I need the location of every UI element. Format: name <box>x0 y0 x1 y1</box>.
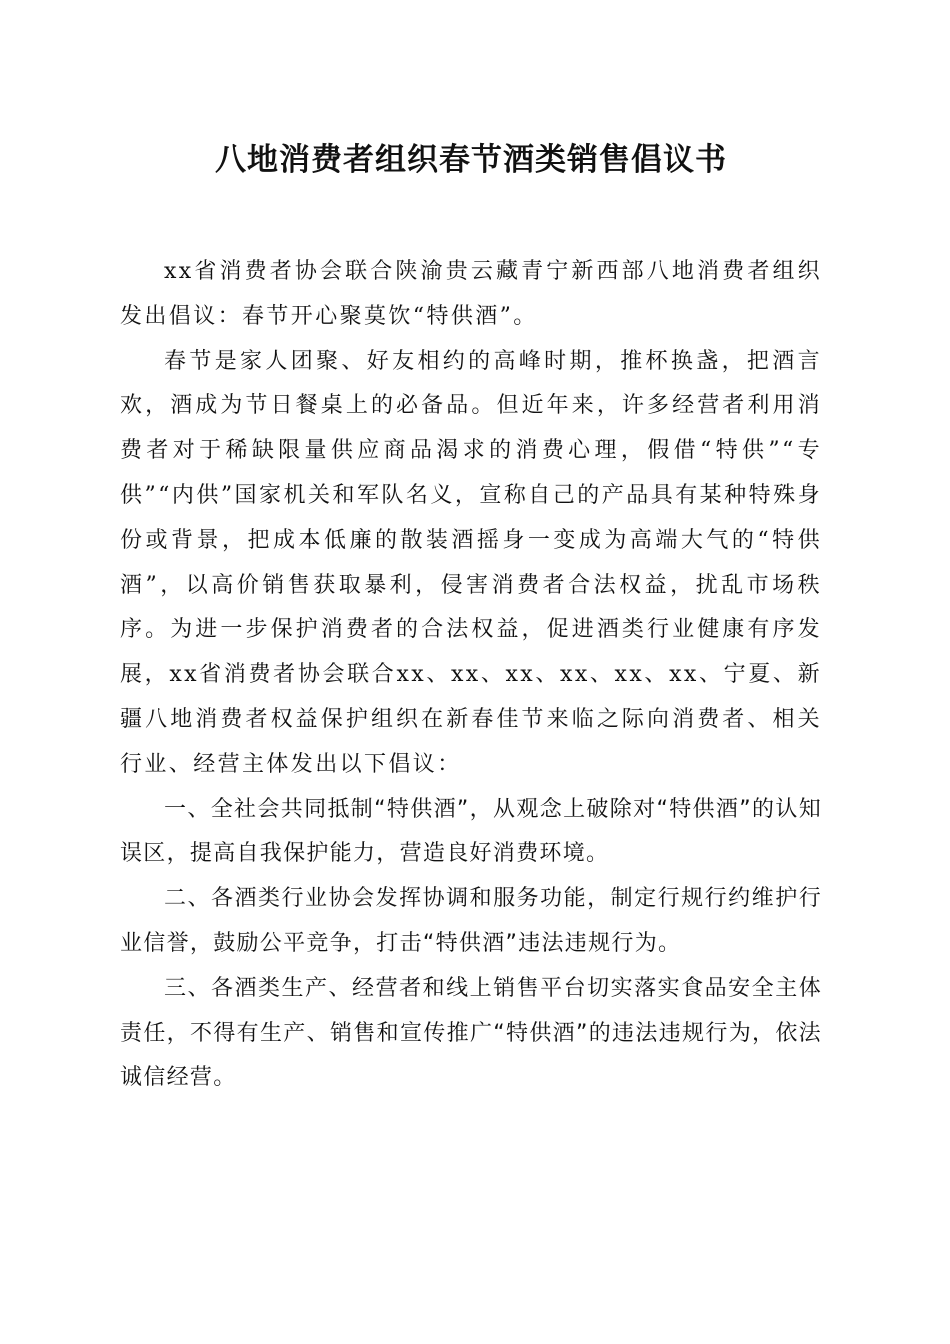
document-title: 八地消费者组织春节酒类销售倡议书 <box>215 142 727 178</box>
intro-paragraph: xx省消费者协会联合陕渝贵云藏青宁新西部八地消费者组织发出倡议：春节开心聚莫饮“特供酒”。 <box>120 259 822 329</box>
background-paragraph: 春节是家人团聚、好友相约的高峰时期，推杯换盏，把酒言欢，酒成为节日餐桌上的必备品。但近年来，许多经营者利用消费者对于稀缺限量供应商品渴求的消费心理，假借“特供”“专供”“内供”国家机关和军队名义，宣称自己的产品具有某种特殊身份或背景，把成本低廉的散装酒摇身一变成为高端大气的“特供酒”，以高价销售获取暴利，侵害消费者合法权益，扰乱市场秩序。为进一步保护消费者的合法权益，促进酒类行业健康有序发展，xx省消费者协会联合xx、xx、xx、xx、xx、xx、宁夏、新疆八地消费者权益保护组织在新春佳节来临之际向消费者、相关行业、经营主体发出以下倡议： <box>120 348 822 777</box>
proposal-item-3: 三、各酒类生产、经营者和线上销售平台切实落实食品安全主体责任，不得有生产、销售和宣传推广“特供酒”的违法违规行为，依法诚信经营。 <box>120 975 822 1091</box>
document-body <box>120 250 822 1101</box>
proposal-item-2: 二、各酒类行业协会发挥协调和服务功能，制定行规行约维护行业信誉，鼓励公平竞争，打击“特供酒”违法违规行为。 <box>120 886 822 956</box>
document-page <box>120 128 822 1101</box>
proposal-item-1: 一、全社会共同抵制“特供酒”，从观念上破除对“特供酒”的认知误区，提高自我保护能力，营造良好消费环境。 <box>120 796 822 867</box>
